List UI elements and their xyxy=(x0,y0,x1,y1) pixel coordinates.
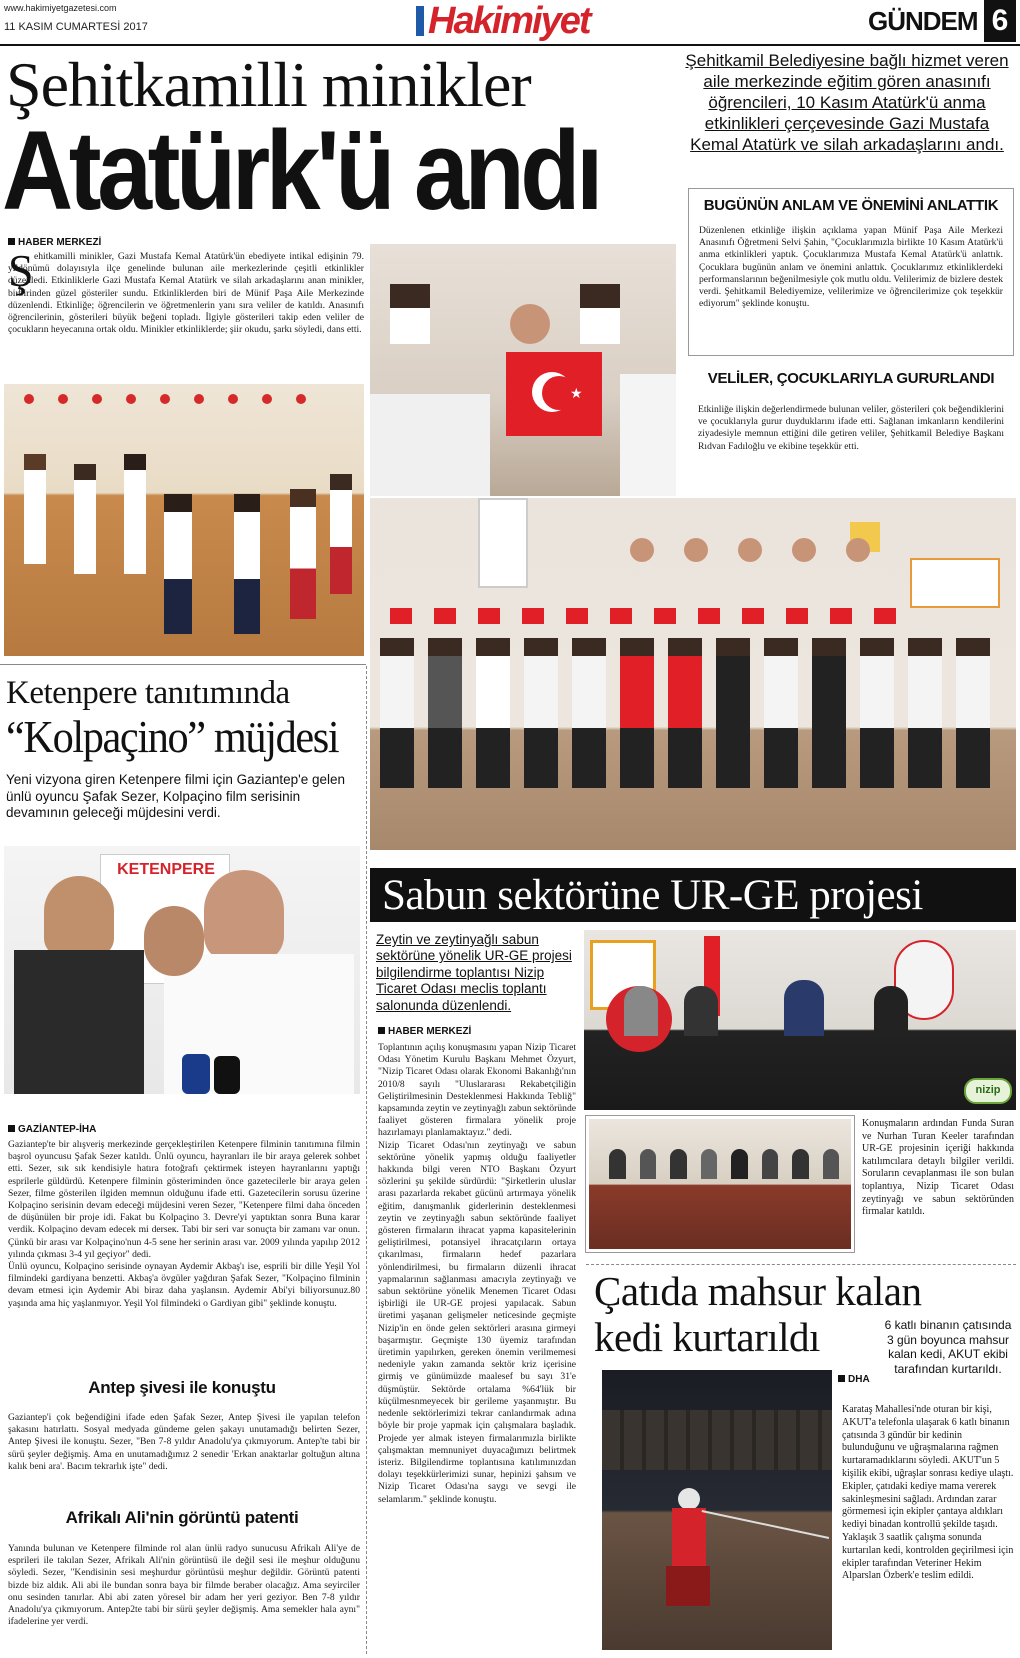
story2-body2: Gaziantep'i çok beğendiğini ifade eden Şafak Sezer, Antep Şivesi ile yapılan telefon şakasını hatırlattı. Sosyal medyada gündeme gelen şakayı unutamadığı belirten Sezer, Antep Şivesi ile konuştu. Sezer, "Ben 7-8 yıldır Anadolu'ya çıkmıyorum. Antep'te tabi bir sürü şeyler değişmiş. Ama en unutamadığımız 2 senedir 'Erkan anaktarlar goltuğun altına kalık beni ara'. Bacım tekrarlık işte" dedi. xyxy=(8,1412,360,1472)
website-url[interactable]: www.hakimiyetgazetesi.com xyxy=(4,3,117,13)
story1-title-line1: Şehitkamilli minikler xyxy=(6,49,531,120)
story2-body3: Yanında bulunan ve Ketenpere filminde rol alan ünlü radyo sunucusu Afrikalı Ali'ye de esprileri ile takılan Sezer, Afrikalı Ali'nin görüntüsü ile değil sesi ile meşhur olduğunu söyledi. Sezer, "Kendisinin sesi meşhurdur görüntüsü meşhur değildir. Görüntü patenti bizde biz aldık. Ali abi ile bundan sonra baya bir filmde beraber olacağız. Ama seyirciler onu sesinden tanırlar. Abi abi zaten yöresel bir adam her yeri geziyor. Ben 7-8 yıldır Anadolu'ya çıkmıyorum. Antep2te tabi bir sürü şeyler değişmiş. Ama semekler hala aynı" ifadelerine yer verdi. xyxy=(8,1543,360,1628)
story2-title-line2: “Kolpaçino” müjdesi xyxy=(6,711,339,762)
photo-meeting-panel xyxy=(584,930,1016,1110)
story-divider-2 xyxy=(586,1264,1016,1265)
turkish-flag-icon: ★ xyxy=(506,352,602,436)
story4-title-line2: kedi kurtarıldı xyxy=(594,1314,820,1360)
section-title: GÜNDEM xyxy=(868,6,978,36)
story1-body: ehitkamilli minikler, Gazi Mustafa Kemal Atatürk'ün ebediyete intikal edişinin 79. yıldönümü dolayısıyla ilçe genelinde bulunan aile merkezlerinde çeşitli etkinlikler düzenledi. Etkinliklerle Gazi Mustafa Kemal Atatürk ve silah arkadaşlarını anan minikler, birbirinden güzel gösteriler sundu. Etkinliklerden biri de Münif Paşa Aile Merkezinde düzenlendi. Etkinliğe; öğrencilerin ve öğretmenlerin yanı sıra veliler de katıldı. Anasınıfı öğrencilerinin, gösterileri büyük beğeni topladı. İlgiyle gösterileri takip eden veliler de çocukların heyecanına ortak oldu. Minikler etkinliklerde; şiir okudu, şarkı söyledi, dans etti. xyxy=(8,251,364,336)
story2-sub1: Antep şivesi ile konuştu xyxy=(88,1378,276,1397)
story2-title-line1: Ketenpere tanıtımında xyxy=(6,675,290,711)
story3-side-body: Konuşmaların ardından Funda Suran ve Nurhan Turan Keeler tarafından UR-GE projesinin içeriği hakkında katılımcılara detaylı bilgiler verildi. Soruların cevaplanması ile son bulan toplantıya, Nizip Ticaret Odası zeytinyağı ve sabun sektöründen firmalar katıldı. xyxy=(862,1118,1014,1218)
story1-box2-body: Etkinliğe ilişkin değerlendirmede bulunan veliler, gösterileri çok beğendiklerini ve çocuklarıyla gurur duyduklarını ifade etti. Sağlanan imkanların kendilerini ziyadesiyle memnun ettiğini dile getiren veliler, Şehitkamil Belediye Başkanı Rıdvan Fadıloğlu ve ekibine teşekkür etti. xyxy=(698,404,1004,452)
story4-source: DHA xyxy=(838,1374,870,1385)
story1-lede: Şehitkamil Belediyesine bağlı hizmet veren aile merkezinde eğitim gören anasınıfı öğrencileri, 10 Kasım Atatürk'ü anma etkinlikleri çerçevesinde Gazi Mustafa Kemal Atatürk ve silah arkadaşlarını andı. xyxy=(685,51,1009,154)
story3-title-bar xyxy=(370,868,1016,922)
story-divider-1 xyxy=(0,664,366,665)
logo-text: Hakimiyet xyxy=(428,0,590,42)
story3-lede: Zeytin ve zeytinyağlı sabun sektörüne yönelik UR-GE projesi bilgilendirme toplantısı Nizip Ticaret Odası meclis toplantı salonunda düzenlendi. xyxy=(376,932,572,1013)
story1-source: HABER MERKEZİ xyxy=(8,237,101,248)
page-number: 6 xyxy=(984,0,1016,42)
story3-source: HABER MERKEZİ xyxy=(378,1026,471,1037)
column-divider-left xyxy=(366,666,367,1654)
story2-source: GAZİANTEP-İHA xyxy=(8,1124,96,1135)
issue-date: 11 KASIM CUMARTESİ 2017 xyxy=(4,21,148,33)
story4-title-line1: Çatıda mahsur kalan xyxy=(594,1268,922,1314)
story1-drop-cap: Ş xyxy=(8,245,34,296)
poster-title: KETENPERE xyxy=(117,861,215,878)
story1-box1 xyxy=(688,188,1014,356)
story4-body: Karataş Mahallesi'nde oturan bir kişi, AKUT'a telefonla ulaşarak 6 katlı binanın çatısında 3 gündür bir kedinin bulunduğunu ve uğraşmalarına rağmen kurtaramadıklarını söyledi. AKUT'un 5 kişilik ekibi, uğraşlar sonrası kediye ulaştı. Ekipler, çatıdaki kediye mama vererek sakinleşmesini sağladı. Ardından zarar görmemesi için ekipler çantaya aldıkları kediyi binadan kontrollü şekilde taşıdı. Yaklaşık 3 saatlik çalışma sonunda kurtarılan kedi, kontrolden geçirilmesi için ekipler tarafından Veteriner Hekim Alparslan Özberk'e teslim edildi. xyxy=(842,1404,1014,1582)
story2-sub2: Afrikalı Ali'nin görüntü patenti xyxy=(65,1508,299,1527)
photo-safak-sezer xyxy=(4,846,360,1094)
photo-kids-dancing xyxy=(4,384,364,656)
photo-akut-rescue xyxy=(602,1370,832,1650)
photo-meeting-audience xyxy=(586,1116,854,1252)
story1-title-line2: Atatürk'ü andı xyxy=(2,108,600,233)
photo-kids-flag xyxy=(370,244,676,496)
story1-box1-body: Düzenlenen etkinliğe ilişkin açıklama yapan Münif Paşa Aile Merkezi Anasınıfı Öğretmeni Selvi Şahin, "Çocuklarımızla birlikte 10 Kasım Atatürk'ü anma etkinlikleri yaptık. Çocuklarımıza Mustafa Kemal Atatürk'ü anlattık. Çocuklara bugünün anlam ve önemini anlattık. Çocuklarımız etkinliklerdeki performanslarının beğenilmesiyle çok mutlu oldu. Velilerimiz de bizlere destek verdi. Şehitkamil Belediyemize, velilerimize ve öğrencilerimize çok teşekkür ediyorum" şeklinde konuştu. xyxy=(699,225,1003,310)
nizip-logo: nizip xyxy=(975,1084,1001,1096)
story4-lede: 6 katlı binanın çatısında 3 gün boyunca mahsur kalan kedi, AKUT ekibi tarafından kurtarıldı. xyxy=(884,1318,1012,1376)
header-rule xyxy=(0,44,1020,46)
story3-body: Toplantının açılış konuşmasını yapan Nizip Ticaret Odası Yönetim Kurulu Başkanı Mehmet Özyurt, "Nizip Ticaret Odası olarak Ekonomi Bakanlığı'nın 2010/8 sayılı "Uluslararası Rekabetçiliğin Geliştirilmesinin Desteklenmesi Hakkında Tebliğ" kapsamında zeytin ve zeytinyağlı zabun sektöründe faaliyet gösteren firmalara yönelik proje hazırlamayı planlamaktayız." dedi. Nizip Ticaret Odası'nın zeytinyağı ve sabun sektörüne yönelik yapmış olduğu faaliyetler hakkında bilgi veren NTO Başkanı Özyurt sözlerini şu şekilde sürdürdü: "Şirketlerin uluslar arası pazarlarda rekabet gücünü artırmaya yönelik eğitim, danışmanlık giderlerinin desteklenmesi zeytin ve zeytinyağlı sabun sektöründe faaliyet gösteren firmaların ihracat yapma kapasitelerinin geliştirilmesi, potansiyel ihracatçıların ortaya çıkarılması, firmaların hedef pazarlara yönlendirilmesi, bu firmaların düzenli ihracat yapmalarının sağlanması amacıyla zeytinyağı ve sabun sektörüne yönelik Menemen Ticaret Odası işbirliği ile UR-GE projesi yapılacak. Sabun üretimi yaşanan gelişmeler neticesinde geçmişte Nizip'in en önde gelen sektörleri arasına girmeyi başarmıştır. Geçmişte 130 üyemiz tarafından üretimin yapılırken, gereken önemin verilmemesi nedeniyle yakın zamanda sektör kriz içerisine girmiş ve günümüzde maalesef bu sayı 31'e düşmüştür. Sektörde ortalama %64'lük bir küçülmesnmeyecek bir gerileme yaşanmıştır. Bu nedenle sektörlerimizi tekrar canlandırmak adına böyle bir proje yapmak için çalışmalara başladık. Projede yer almak isteyen firmalarımızla birlikte çalışmaktan memnuniyet duyacağımızı belirtmek isteriz. Bilgilendirme toplantısına katılımınızdan dolayı teşekkürlerimizi sunar, hepinizi şahsım ve Nizip Ticaret Odası'na saygı ve sevgi ile selamlarım." şeklinde konuştu. xyxy=(378,1042,576,1505)
story2-lede: Yeni vizyona giren Ketenpere filmi için Gaziantep'e gelen ünlü oyuncu Şafak Sezer, Kolpaçino film serisinin devamının geleceği müjdesini verdi. xyxy=(6,772,346,820)
masthead-logo xyxy=(416,2,608,40)
story1-box1-title: BUGÜNÜN ANLAM VE ÖNEMİNİ ANLATTIK xyxy=(703,197,999,214)
story1-box2-title: VELİLER, ÇOCUKLARIYLA GURURLANDI xyxy=(707,370,995,387)
story3-title: Sabun sektörüne UR-GE projesi xyxy=(382,872,923,919)
story2-body: Gaziantep'te bir alışveriş merkezinde gerçekleştirilen Ketenpere filminin tanıtımına filmin başrol oyuncusu Şafak Sezer katıldı. Ünlü oyuncu, hayranları ile bir araya gelerek sohbet etti. Sezer, sık sık kendisiyle hatıra fotoğrafı çektirmek isteyen hayranlarını yaptığı esprilerle güldürdü. Ketenpere filminin gösteriminden önce gazetecilerle bir araya gelen Sezer, filme gösterilen ilgiden memnun olduğunu ifade etti. Gazetecilerin sorusu üzerine Kolpaçino serisinin devam edeceği müjdesini veren Sezer, "Ketenpere filmi daha önceden de düşünülen bir proje idi. Fakat bu Kolpaçino 3. Devre'yi yaptıktan sonra Buna karar verdik. Kolpaçino devam edecek mi derseк. Tabi bir seri var sonuçta bir zamanı var onun. Çünkü bir arası var Kolpaçino'nun 4-5 sene her serinin arası var. 2009 yılında yapılıp 2012 yılında çıkması 3-4 yıl geçiyor" dedi. Ünlü oyuncu, Kolpaçino serisinde oynayan Aydemir Akbaş'ı ise, esprili bir dille Yeşil Yol filmindeki gardiyana benzetti. Akbaş'a övgüler yağdıran Şafak Sezer, "Kolpaçino filminin devam etmesi için Aydemir Abi biraz daha yaşlansın. Aydemir Abi'yi biliyorsunuz.80 yaşında ama hiç yaşlanmıyor. Yeşil Yol filmindeki o Gardiyan gibi" şeklinde konuştu. xyxy=(8,1139,360,1309)
photo-group-flags xyxy=(370,498,1016,850)
